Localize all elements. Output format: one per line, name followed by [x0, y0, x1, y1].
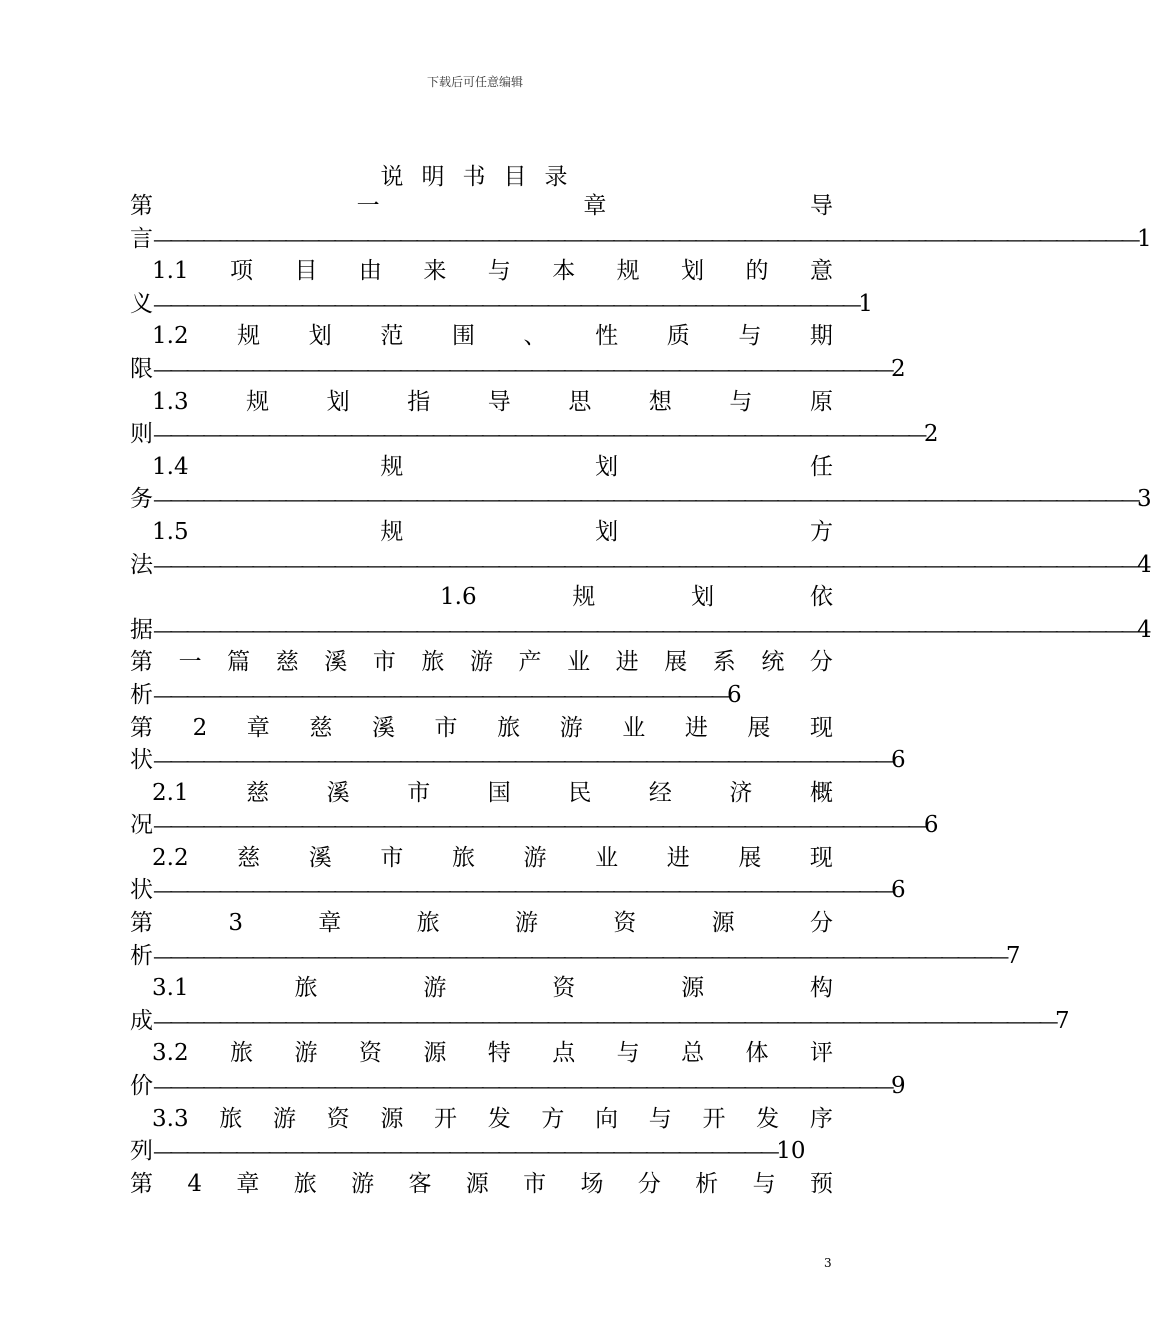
toc-heading-token: 划: [326, 388, 350, 415]
toc-dot-leader: ————————————————————————————————————————————————————————————: [153, 552, 1138, 577]
toc-heading-token: 意: [809, 258, 833, 285]
document-title: 说明书目录: [380, 164, 586, 190]
toc-heading-token: 游: [469, 649, 493, 676]
toc-heading-token: 旅: [294, 975, 318, 1002]
toc-heading-token: 规: [616, 258, 640, 285]
toc-entry-heading[interactable]: [130, 581, 833, 614]
toc-heading-token: 开: [702, 1105, 726, 1132]
toc-heading-token: 2: [192, 714, 208, 741]
toc-heading-token: 游: [294, 1040, 318, 1067]
toc-heading-token: 与: [648, 1105, 672, 1132]
toc-heading-token: 总: [681, 1040, 705, 1067]
toc-dot-leader: —————————————————————————————————————————————: [153, 1074, 892, 1099]
toc-heading-token: 业: [595, 844, 619, 871]
toc-heading-token: 3.2: [152, 1040, 189, 1067]
toc-heading-token: 划: [595, 518, 619, 545]
toc-heading-token: 1.6: [440, 584, 477, 611]
toc-page-number: 3: [1137, 486, 1152, 513]
toc-heading-token: 进: [666, 844, 690, 871]
toc-heading-token: 旅: [451, 844, 475, 871]
toc-entry-leader[interactable]: [130, 353, 906, 386]
toc-heading-token: 资: [358, 1040, 382, 1067]
toc-entry-leader[interactable]: [130, 679, 833, 712]
toc-heading-end: 价: [130, 1073, 153, 1100]
toc-heading-token: 1.1: [152, 258, 189, 285]
toc-heading-token: 想: [648, 388, 672, 415]
toc-heading-token: 分: [809, 649, 833, 676]
toc-heading-end: 状: [130, 877, 153, 904]
toc-dot-leader: ————————————————————————————————————————————————————————————: [153, 617, 1138, 642]
toc-heading-token: 开: [434, 1105, 458, 1132]
toc-heading-token: 进: [684, 714, 708, 741]
toc-entry-leader[interactable]: [130, 288, 873, 321]
toc-heading-token: 发: [487, 1105, 511, 1132]
toc-page-number: 6: [891, 747, 906, 774]
toc-dot-leader: ———————————————————————————————————————————————: [153, 813, 924, 838]
toc-heading-end: 析: [130, 942, 153, 969]
toc-entry-heading[interactable]: [130, 516, 833, 549]
toc-entry-leader[interactable]: [130, 874, 906, 907]
toc-heading-token: 章: [246, 714, 270, 741]
toc-heading-token: 源: [380, 1105, 404, 1132]
toc-heading-token: 导: [487, 388, 511, 415]
toc-dot-leader: ———————————————————————————————————————————————————————: [153, 1008, 1056, 1033]
toc-heading-token: 章: [583, 193, 607, 219]
toc-heading-token: 序: [809, 1105, 833, 1132]
toc-heading-token: 资: [326, 1105, 350, 1132]
toc-heading-token: 1.5: [152, 518, 189, 545]
toc-dot-leader: ————————————————————————————————————————————————————————————: [153, 487, 1138, 512]
toc-heading-token: 源: [465, 1170, 489, 1197]
toc-heading-token: 2.1: [152, 779, 189, 806]
toc-entry-heading[interactable]: [130, 1103, 833, 1136]
toc-dot-leader: —————————————————————————————————————————————: [153, 356, 892, 381]
toc-heading-token: 分: [809, 910, 833, 937]
toc-heading-token: 分: [637, 1170, 661, 1197]
toc-heading-end: 成: [130, 1007, 153, 1034]
toc-entry-leader[interactable]: [130, 744, 906, 777]
toc-heading-token: 展: [738, 844, 762, 871]
toc-heading-token: 源: [423, 1040, 447, 1067]
toc-heading-token: 导: [809, 193, 833, 219]
toc-heading-token: 质: [666, 323, 690, 350]
toc-heading-token: 民: [568, 779, 592, 806]
toc-heading-token: 游: [423, 975, 447, 1002]
toc-heading-token: 3.3: [152, 1105, 189, 1132]
toc-heading-token: 游: [351, 1170, 375, 1197]
toc-page-number: 4: [1137, 616, 1152, 643]
toc-heading-token: 统: [761, 649, 785, 676]
toc-entry-leader[interactable]: [130, 549, 1152, 582]
toc-entry-heading[interactable]: [130, 190, 833, 223]
toc-heading-token: 与: [487, 258, 511, 285]
toc-heading-token: 市: [434, 714, 458, 741]
toc-heading-token: 经: [648, 779, 672, 806]
toc-heading-token: 源: [711, 910, 735, 937]
toc-entry-leader[interactable]: [130, 1070, 906, 1103]
toc-heading-token: 划: [691, 584, 715, 611]
toc-entry-heading[interactable]: [130, 907, 833, 940]
toc-heading-token: 体: [745, 1040, 769, 1067]
toc-heading-token: 划: [681, 258, 705, 285]
toc-heading-token: 市: [380, 844, 404, 871]
toc-heading-token: 章: [318, 910, 342, 937]
toc-heading-token: 概: [809, 779, 833, 806]
toc-heading-token: 依: [809, 584, 833, 611]
toc-heading-token: 旅: [421, 649, 445, 676]
toc-dot-leader: ——————————————————————————————————————: [153, 1139, 777, 1164]
toc-heading-token: 方: [541, 1105, 565, 1132]
toc-heading-token: 游: [523, 844, 547, 871]
toc-heading-token: 规: [572, 584, 596, 611]
toc-entry-heading[interactable]: [130, 386, 833, 419]
toc-heading-token: 规: [246, 388, 270, 415]
toc-heading-token: 目: [294, 258, 318, 285]
toc-heading-token: 3.1: [152, 975, 189, 1002]
toc-entry-leader[interactable]: [130, 614, 1152, 647]
toc-heading-end: 则: [130, 421, 153, 448]
toc-dot-leader: ———————————————————————————————————————————: [153, 291, 859, 316]
toc-heading-token: 划: [595, 453, 619, 480]
toc-heading-token: 4: [187, 1170, 202, 1197]
toc-heading-token: 游: [272, 1105, 296, 1132]
toc-heading-token: 划: [308, 323, 332, 350]
toc-heading-token: 产: [518, 649, 542, 676]
toc-page-number: 9: [891, 1073, 906, 1100]
toc-heading-token: 第: [130, 1170, 153, 1197]
toc-heading-token: 展: [747, 714, 771, 741]
toc-page-number: 6: [923, 812, 939, 839]
toc-heading-end: 据: [130, 616, 153, 643]
toc-entry-leader[interactable]: [130, 418, 939, 451]
toc-heading-token: 指: [407, 388, 431, 415]
toc-heading-token: 预: [809, 1170, 833, 1197]
toc-heading-token: 系: [712, 649, 736, 676]
toc-heading-token: 场: [580, 1170, 604, 1197]
toc-heading-token: 国: [487, 779, 511, 806]
toc-heading-token: 溪: [371, 714, 395, 741]
toc-heading-end: 况: [130, 812, 153, 839]
toc-heading-token: 与: [738, 323, 762, 350]
toc-heading-token: 游: [559, 714, 583, 741]
toc-entry-heading[interactable]: [130, 646, 833, 679]
toc-page-number: 10: [776, 1138, 806, 1165]
toc-heading-token: 与: [616, 1040, 640, 1067]
toc-heading-token: 第: [130, 193, 153, 219]
toc-heading-token: 的: [745, 258, 769, 285]
toc-heading-token: 1.4: [152, 453, 189, 480]
toc-heading-token: 旅: [416, 910, 440, 937]
toc-heading-token: 原: [809, 388, 833, 415]
toc-heading-end: 状: [130, 747, 153, 774]
toc-page-number: 6: [727, 681, 742, 708]
toc-entry-leader[interactable]: [130, 1005, 1070, 1038]
toc-entry-heading[interactable]: [130, 972, 833, 1005]
toc-heading-token: 业: [567, 649, 591, 676]
toc-page-number: 6: [891, 877, 906, 904]
toc-heading-token: 慈: [237, 844, 261, 871]
toc-heading-token: 规: [380, 453, 404, 480]
toc-page-number: 7: [1055, 1007, 1070, 1034]
page-header: 下载后可任意编辑: [426, 75, 523, 89]
toc-heading-token: 慈: [246, 779, 270, 806]
table-of-contents: [130, 190, 1152, 1200]
toc-heading-token: 资: [552, 975, 576, 1002]
toc-heading-token: 溪: [324, 649, 348, 676]
toc-heading-token: 期: [809, 323, 833, 350]
toc-entry-leader[interactable]: [130, 223, 1152, 256]
toc-heading-token: 现: [810, 714, 833, 741]
toc-heading-token: 一: [356, 193, 380, 219]
toc-heading-token: 第: [130, 910, 153, 937]
page-number: 3: [824, 1256, 832, 1270]
toc-heading-token: 篇: [227, 649, 251, 676]
toc-heading-token: 旅: [219, 1105, 243, 1132]
toc-page-number: 2: [923, 421, 939, 448]
toc-heading-token: 析: [695, 1170, 719, 1197]
toc-heading-token: 游: [514, 910, 538, 937]
toc-heading-token: 展: [664, 649, 688, 676]
toc-heading-token: 2.2: [152, 844, 189, 871]
toc-heading-token: 围: [451, 323, 475, 350]
toc-dot-leader: ————————————————————————————————————————————————————————————: [153, 226, 1138, 251]
toc-heading-end: 法: [130, 551, 153, 578]
toc-heading-token: 规: [237, 323, 261, 350]
toc-heading-token: 1.2: [152, 323, 189, 350]
toc-heading-token: 旅: [230, 1040, 254, 1067]
toc-heading-token: 溪: [326, 779, 350, 806]
toc-heading-token: 发: [756, 1105, 780, 1132]
toc-heading-token: 市: [372, 649, 396, 676]
toc-heading-end: 务: [130, 486, 153, 513]
toc-page-number: 4: [1137, 551, 1152, 578]
toc-dot-leader: ————————————————————————————————————————————————————: [153, 943, 1006, 968]
toc-entry-heading[interactable]: [130, 320, 833, 353]
toc-heading-token: 特: [487, 1040, 511, 1067]
toc-entry-leader[interactable]: [130, 483, 1152, 516]
toc-heading-token: 济: [729, 779, 753, 806]
toc-page-number: 7: [1005, 942, 1021, 969]
toc-heading-token: 与: [729, 388, 753, 415]
toc-heading-end: 义: [130, 290, 153, 317]
toc-entry-heading[interactable]: [130, 1168, 833, 1201]
toc-heading-token: 构: [809, 975, 833, 1002]
toc-entry-heading[interactable]: [130, 842, 833, 875]
toc-entry-heading[interactable]: [130, 712, 833, 745]
toc-heading-token: 1.3: [152, 388, 189, 415]
toc-heading-token: 、: [523, 323, 547, 350]
toc-heading-token: 一: [178, 649, 202, 676]
toc-heading-token: 旅: [497, 714, 521, 741]
toc-entry-heading[interactable]: [130, 451, 833, 484]
toc-entry-heading[interactable]: [130, 1037, 833, 1070]
toc-heading-token: 第: [130, 649, 153, 676]
toc-heading-token: 市: [407, 779, 431, 806]
toc-heading-token: 任: [809, 453, 833, 480]
toc-heading-end: 析: [130, 681, 153, 708]
toc-entry-leader[interactable]: [130, 940, 1021, 973]
toc-page-number: 1: [1137, 225, 1152, 252]
toc-page-number: 2: [891, 355, 906, 382]
toc-heading-token: 由: [358, 258, 382, 285]
toc-heading-token: 旅: [293, 1170, 317, 1197]
toc-heading-end: 言: [130, 225, 153, 252]
toc-heading-token: 溪: [308, 844, 332, 871]
toc-heading-token: 项: [230, 258, 254, 285]
toc-heading-token: 评: [809, 1040, 833, 1067]
toc-dot-leader: ———————————————————————————————————————————————: [153, 422, 924, 447]
toc-heading-token: 思: [568, 388, 592, 415]
toc-heading-token: 市: [523, 1170, 547, 1197]
toc-heading-token: 业: [622, 714, 646, 741]
toc-heading-token: 本: [552, 258, 576, 285]
toc-heading-token: 客: [408, 1170, 432, 1197]
toc-heading-token: 慈: [275, 649, 299, 676]
toc-heading-token: 规: [380, 518, 404, 545]
toc-heading-token: 第: [130, 714, 153, 741]
toc-heading-end: 列: [130, 1138, 153, 1165]
toc-heading-token: 现: [809, 844, 833, 871]
toc-heading-end: 限: [130, 355, 153, 382]
toc-page-number: 1: [858, 290, 873, 317]
toc-dot-leader: —————————————————————————————————————————————: [153, 878, 892, 903]
toc-heading-token: 性: [595, 323, 619, 350]
toc-heading-token: 点: [552, 1040, 576, 1067]
toc-heading-token: 范: [380, 323, 404, 350]
toc-entry-heading[interactable]: [130, 777, 833, 810]
toc-heading-token: 资: [613, 910, 637, 937]
toc-entry-heading[interactable]: [130, 255, 833, 288]
toc-heading-token: 进: [615, 649, 639, 676]
toc-dot-leader: —————————————————————————————————————————————: [153, 748, 892, 773]
toc-entry-leader[interactable]: [130, 1135, 833, 1168]
toc-heading-token: 3: [228, 910, 243, 937]
toc-heading-token: 方: [809, 518, 833, 545]
toc-heading-token: 来: [423, 258, 447, 285]
toc-heading-token: 与: [752, 1170, 776, 1197]
toc-entry-leader[interactable]: [130, 809, 939, 842]
toc-heading-token: 向: [595, 1105, 619, 1132]
toc-heading-token: 章: [236, 1170, 260, 1197]
toc-heading-token: 慈: [309, 714, 333, 741]
toc-dot-leader: ———————————————————————————————————: [153, 682, 728, 707]
toc-heading-token: 源: [681, 975, 705, 1002]
